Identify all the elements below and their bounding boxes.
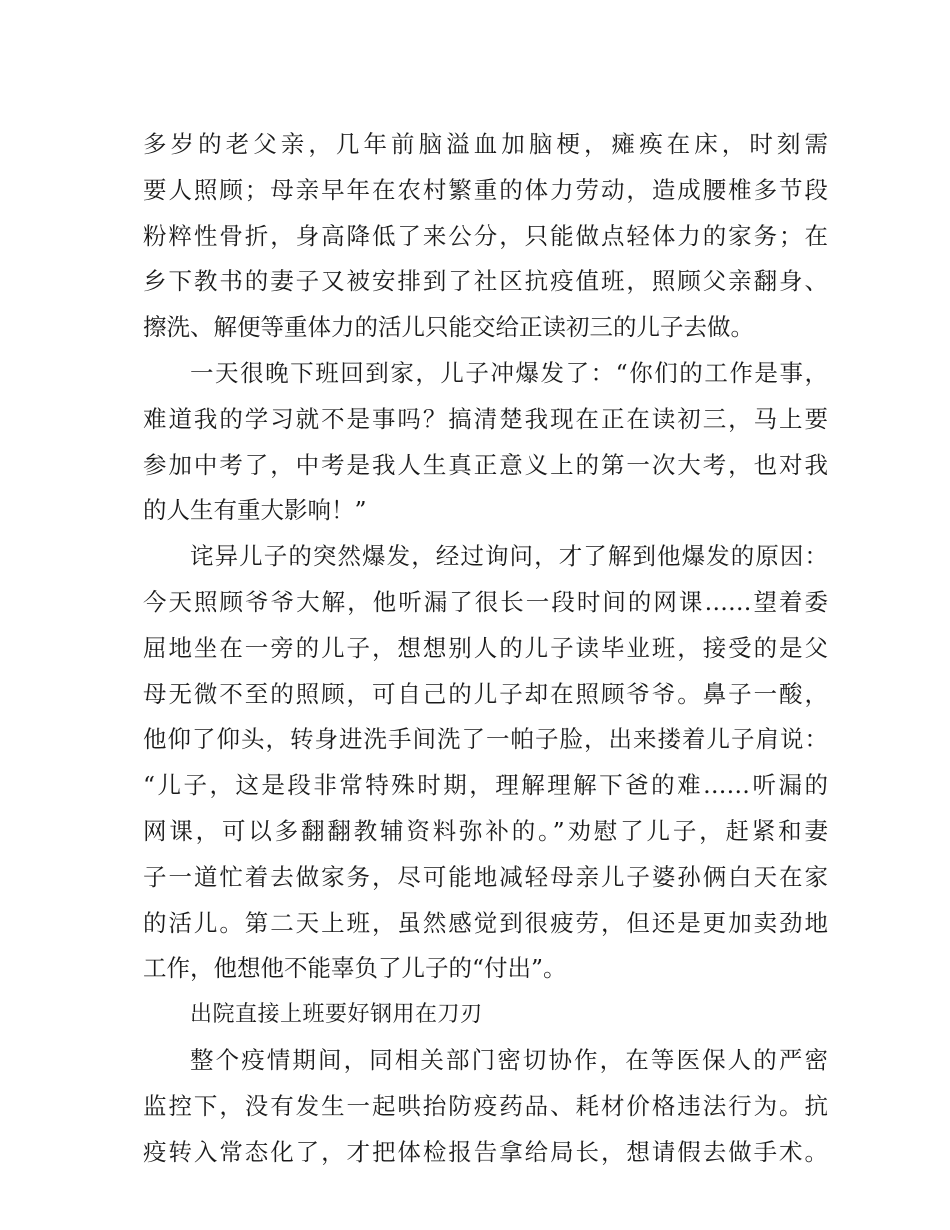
document-body	[143, 122, 828, 1175]
paragraph-1-line-1: 多岁的老父亲，几年前脑溢血加脑梗，瘫痪在床，时刻需	[143, 130, 828, 158]
paragraph-3-line-6: “儿子，这是段非常特殊时期，理解理解下爸的难……听漏的	[143, 771, 828, 800]
paragraph-4-line-1: 整个疫情期间，同相关部门密切协作，在等医保人的严密	[190, 1045, 828, 1074]
paragraph-3-line-2: 今天照顾爷爷大解，他听漏了很长一段时间的网课……望着委	[143, 587, 828, 616]
paragraph-3-line-7: 网课，可以多翻翻教辅资料弥补的。”劝慰了儿子，赶紧和妻	[143, 816, 828, 845]
paragraph-3-line-10: 工作，他想他不能辜负了儿子的“付出”。	[143, 954, 567, 983]
paragraph-3-line-9: 的活儿。第二天上班，虽然感觉到很疲劳，但还是更加卖劲地	[143, 908, 828, 937]
paragraph-3-line-5: 他仰了仰头，转身进洗手间洗了一帕子脸，出来搂着儿子肩说：	[143, 725, 828, 754]
paragraph-2-line-4: 的人生有重大影响！”	[143, 496, 367, 525]
paragraph-2-line-3: 参加中考了，中考是我人生真正意义上的第一次大考，也对我	[143, 450, 828, 479]
paragraph-1-line-5: 擦洗、解便等重体力的活儿只能交给正读初三的儿子去做。	[143, 313, 754, 342]
paragraph-2-line-2: 难道我的学习就不是事吗？搞清楚我现在正在读初三，马上要	[143, 404, 828, 433]
paragraph-4-line-3: 疫转入常态化了，才把体检报告拿给局长，想请假去做手术。	[143, 1137, 828, 1166]
paragraph-1-line-2: 要人照顾；母亲早年在农村繁重的体力劳动，造成腰椎多节段	[143, 175, 828, 204]
paragraph-2-line-1: 一天很晚下班回到家，儿子冲爆发了：“你们的工作是事，	[190, 358, 828, 387]
paragraph-3-line-4: 母无微不至的照顾，可自己的儿子却在照顾爷爷。鼻子一酸，	[143, 679, 828, 708]
paragraph-4-line-2: 监控下，没有发生一起哄抬防疫药品、耗材价格违法行为。抗	[143, 1091, 828, 1120]
section-subheading: 出院直接上班要好钢用在刀刃	[190, 1002, 483, 1028]
paragraph-3-line-3: 屈地坐在一旁的儿子，想想别人的儿子读毕业班，接受的是父	[143, 633, 828, 662]
paragraph-3-line-8: 子一道忙着去做家务，尽可能地减轻母亲儿子婆孙俩白天在家	[143, 862, 828, 891]
paragraph-3-line-1: 诧异儿子的突然爆发，经过询问，才了解到他爆发的原因：	[190, 542, 828, 571]
paragraph-1-line-4: 乡下教书的妻子又被安排到了社区抗疫值班，照顾父亲翻身、	[143, 267, 828, 296]
paragraph-1-line-3: 粉粹性骨折，身高降低了来公分，只能做点轻体力的家务；在	[143, 221, 828, 250]
